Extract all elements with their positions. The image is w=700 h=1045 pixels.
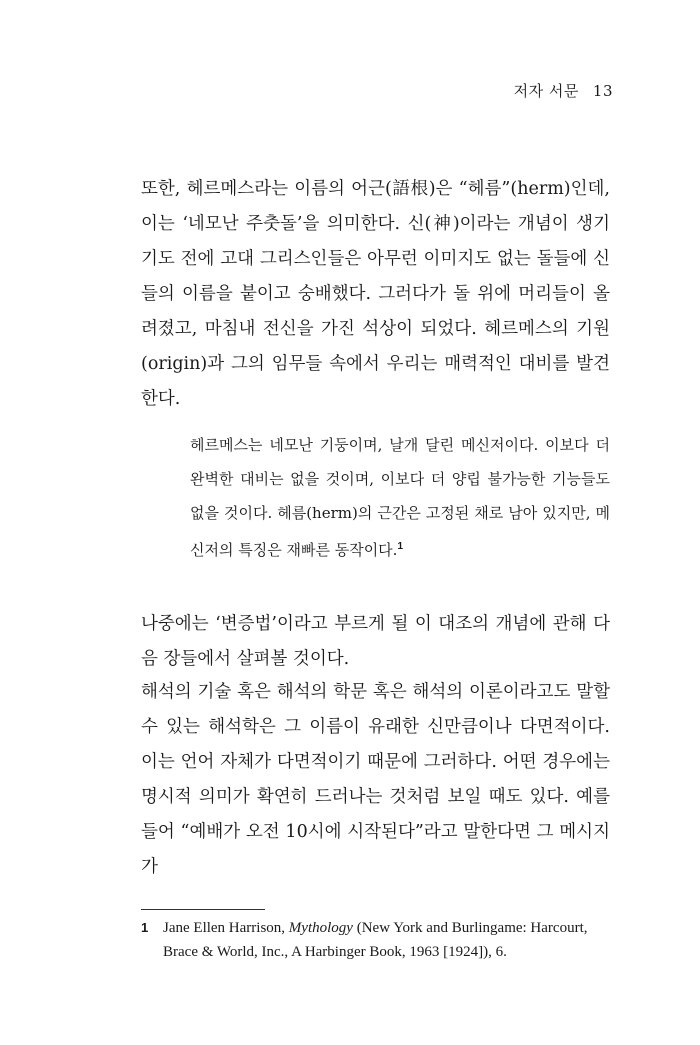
footnote-text <box>163 916 610 964</box>
footnote-reference[interactable]: 1 <box>397 541 404 552</box>
block-quote-text: 헤르메스는 네모난 기둥이며, 날개 달린 메신저이다. 이보다 더 완벽한 대비는 없을 것이며, 이보다 더 양립 불가능한 기능들도 없을 것이다. 헤름(herm)의 근간은 고정된 채로 남아 있지만, 메신저의 특징은 재빠른 동작이다. <box>190 436 610 559</box>
running-header <box>514 80 613 101</box>
block-quote <box>190 428 610 567</box>
body-paragraph-1: 또한, 헤르메스라는 이름의 어근(語根)은 “헤름”(herm)인데, 이는 ‘네모난 주춧돌’을 의미한다. 신(神)이라는 개념이 생기기도 전에 고대 그리스인들은 아무런 이미지도 없는 돌들에 신들의 이름을 붙이고 숭배했다. 그러다가 돌 위에 머리들이 올려졌고, 마침내 전신을 가진 석상이 되었다. 헤르메스의 기원(origin)과 그의 임무들 속에서 우리는 매력적인 대비를 발견한다. <box>141 179 610 409</box>
footnote-number: 1 <box>141 920 149 935</box>
body-paragraph-2: 나중에는 ‘변증법’이라고 부르게 될 이 대조의 개념에 관해 다음 장들에서 살펴볼 것이다. <box>141 614 610 669</box>
footnote-divider <box>141 909 265 910</box>
chapter-title: 저자 서문 <box>513 82 579 100</box>
body-paragraph-3: 해석의 기술 혹은 해석의 학문 혹은 해석의 이론이라고도 말할 수 있는 해석학은 그 이름이 유래한 신만큼이나 다면적이다. 이는 언어 자체가 다면적이기 때문에 그러하다. 어떤 경우에는 명시적 의미가 확연히 드러나는 것처럼 보일 때도 있다. 예를 들어 “예배가 오전 10시에 시작된다”라고 말한다면 그 메시지가 <box>141 682 610 877</box>
page-number: 13 <box>592 82 613 100</box>
footnote-book-title: Mythology <box>288 920 353 936</box>
footnote-text-before: Jane Ellen Harrison, <box>163 920 289 936</box>
footnote <box>141 916 610 964</box>
footnote-text-after: (New York and Burlingame: Harcourt, Brace & World, Inc., A Harbinger Book, 1963 [1924]), 6. <box>163 920 588 960</box>
